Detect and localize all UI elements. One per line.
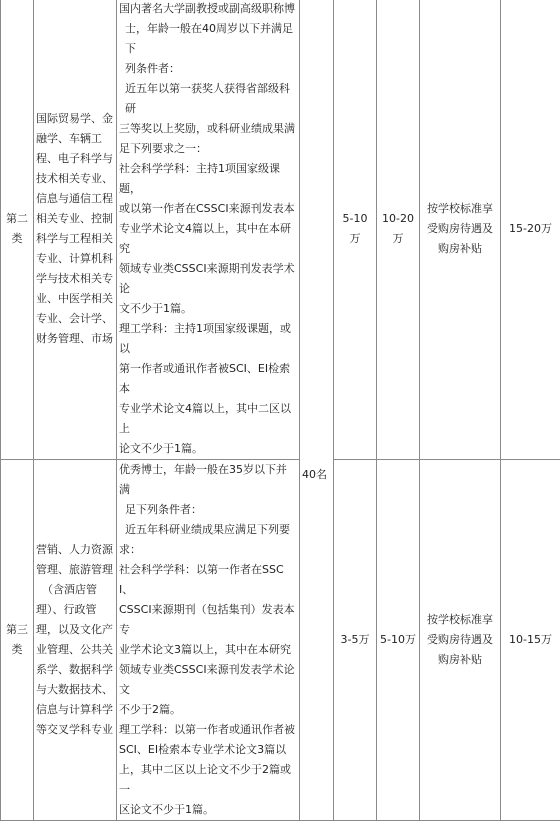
housing-line: 按学校标准享	[422, 199, 498, 219]
discipline-line: 业管理、公共关	[36, 640, 114, 660]
table-row	[1, 460, 560, 821]
housing-line: 受购房待遇及	[422, 630, 498, 650]
requirement-line: 求：	[119, 540, 297, 560]
requirement-line: 专业学术论文4篇以上，其中二区以上	[119, 399, 297, 439]
category-cell: 第二类	[1, 0, 34, 460]
requirement-line: 近五年以第一获奖人获得省部级科研	[119, 79, 297, 119]
requirement-line: 业学术论文3篇以上，其中在本研究	[119, 640, 297, 660]
funding-line: 万	[336, 229, 374, 249]
settle-line: 万	[379, 229, 417, 249]
requirements-cell	[117, 0, 300, 460]
discipline-line: 等交叉学科专业	[36, 720, 114, 740]
requirement-line: 不少于2篇。	[119, 700, 297, 720]
discipline-line: 信息与通信工程	[36, 189, 114, 209]
requirement-line: 三等奖以上奖励，或科研业绩成果满	[119, 119, 297, 139]
discipline-line: 管理、旅游管理	[36, 560, 114, 580]
funding-line: 5-10	[336, 209, 374, 229]
requirement-line: 领域专业类CSSCI来源刊发表学术论文	[119, 660, 297, 700]
requirement-line: SCI、EI检索本专业学术论文3篇以	[119, 740, 297, 760]
requirement-line: 社会科学学科：主持1项国家级课题，	[119, 159, 297, 199]
discipline-line: 融学、车辆工	[36, 129, 114, 149]
category-cell: 第三类	[1, 460, 34, 821]
discipline-line: 系学、数据科学	[36, 660, 114, 680]
settlement-allowance-cell	[377, 460, 420, 821]
disciplines-cell	[34, 460, 117, 821]
discipline-line: 专业、会计学、	[36, 309, 114, 329]
requirement-line: 近五年科研业绩成果应满足下列要	[119, 520, 297, 540]
requirement-line: 理工学科：以第一作者或通讯作者被	[119, 720, 297, 740]
settlement-allowance-cell	[377, 0, 420, 460]
funding-line: 3-5万	[336, 630, 374, 650]
discipline-line: 国际贸易学、金	[36, 109, 114, 129]
discipline-line: 理，以及文化产	[36, 620, 114, 640]
disciplines-cell	[34, 0, 117, 460]
requirement-line: 优秀博士，年龄一般在35岁以下并满	[119, 460, 297, 500]
housing-line: 受购房待遇及	[422, 219, 498, 239]
settle-line: 10-20	[379, 209, 417, 229]
requirement-line: 足下列要求之一：	[119, 139, 297, 159]
discipline-line: 科学与工程相关	[36, 229, 114, 249]
requirement-line: 区论文不少于1篇。	[119, 800, 297, 820]
requirement-line: 文不少于1篇。	[119, 299, 297, 319]
discipline-line: 业、中医学相关	[36, 289, 114, 309]
requirement-line: 理工学科：主持1项国家级课题，或以	[119, 319, 297, 359]
requirement-line: 论文不少于1篇。	[119, 439, 297, 459]
annual-salary-cell: 15-20万	[501, 0, 560, 460]
requirement-line: 领域专业类CSSCI来源期刊发表学术论	[119, 259, 297, 299]
requirement-line: CSSCI来源期刊（包括集刊）发表本专	[119, 600, 297, 640]
settle-line: 5-10万	[379, 630, 417, 650]
requirement-line: 或以第一作者在CSSCI来源刊发表本	[119, 199, 297, 219]
housing-benefit-cell	[420, 460, 501, 821]
headcount-cell: 40名	[300, 0, 334, 821]
table-row	[1, 0, 560, 460]
discipline-line: 理）、行政管	[36, 600, 114, 620]
discipline-line: 程、电子科学与	[36, 149, 114, 169]
discipline-line: 财务管理、市场	[36, 329, 114, 349]
housing-line: 购房补贴	[422, 650, 498, 670]
discipline-line: 与大数据技术、	[36, 680, 114, 700]
discipline-line: 学与技术相关专	[36, 269, 114, 289]
housing-line: 按学校标准享	[422, 610, 498, 630]
requirement-line: 上，其中二区以上论文不少于2篇或一	[119, 760, 297, 800]
requirement-line: 足下列条件者：	[119, 500, 297, 520]
requirement-line: 列条件者：	[119, 59, 297, 79]
requirement-line: 第一作者或通讯作者被SCI、EI检索本	[119, 359, 297, 399]
housing-line: 购房补贴	[422, 239, 498, 259]
annual-salary-cell: 10-15万	[501, 460, 560, 821]
discipline-line: 信息与计算科学	[36, 700, 114, 720]
discipline-line: 专业、计算机科	[36, 249, 114, 269]
discipline-line: 相关专业、控制	[36, 209, 114, 229]
requirements-cell	[117, 460, 300, 821]
discipline-line: 技术相关专业、	[36, 169, 114, 189]
housing-benefit-cell	[420, 0, 501, 460]
discipline-line: 营销、人力资源	[36, 540, 114, 560]
research-funding-cell	[334, 460, 377, 821]
requirement-line: 社会科学学科：以第一作者在SSCI、	[119, 560, 297, 600]
research-funding-cell	[334, 0, 377, 460]
requirement-line: 士，年龄一般在40周岁以下并满足下	[119, 19, 297, 59]
discipline-line: （含酒店管	[36, 580, 114, 600]
requirement-line: 国内著名大学副教授或副高级职称博	[119, 0, 297, 19]
requirement-line: 专业学术论文4篇以上，其中在本研究	[119, 219, 297, 259]
